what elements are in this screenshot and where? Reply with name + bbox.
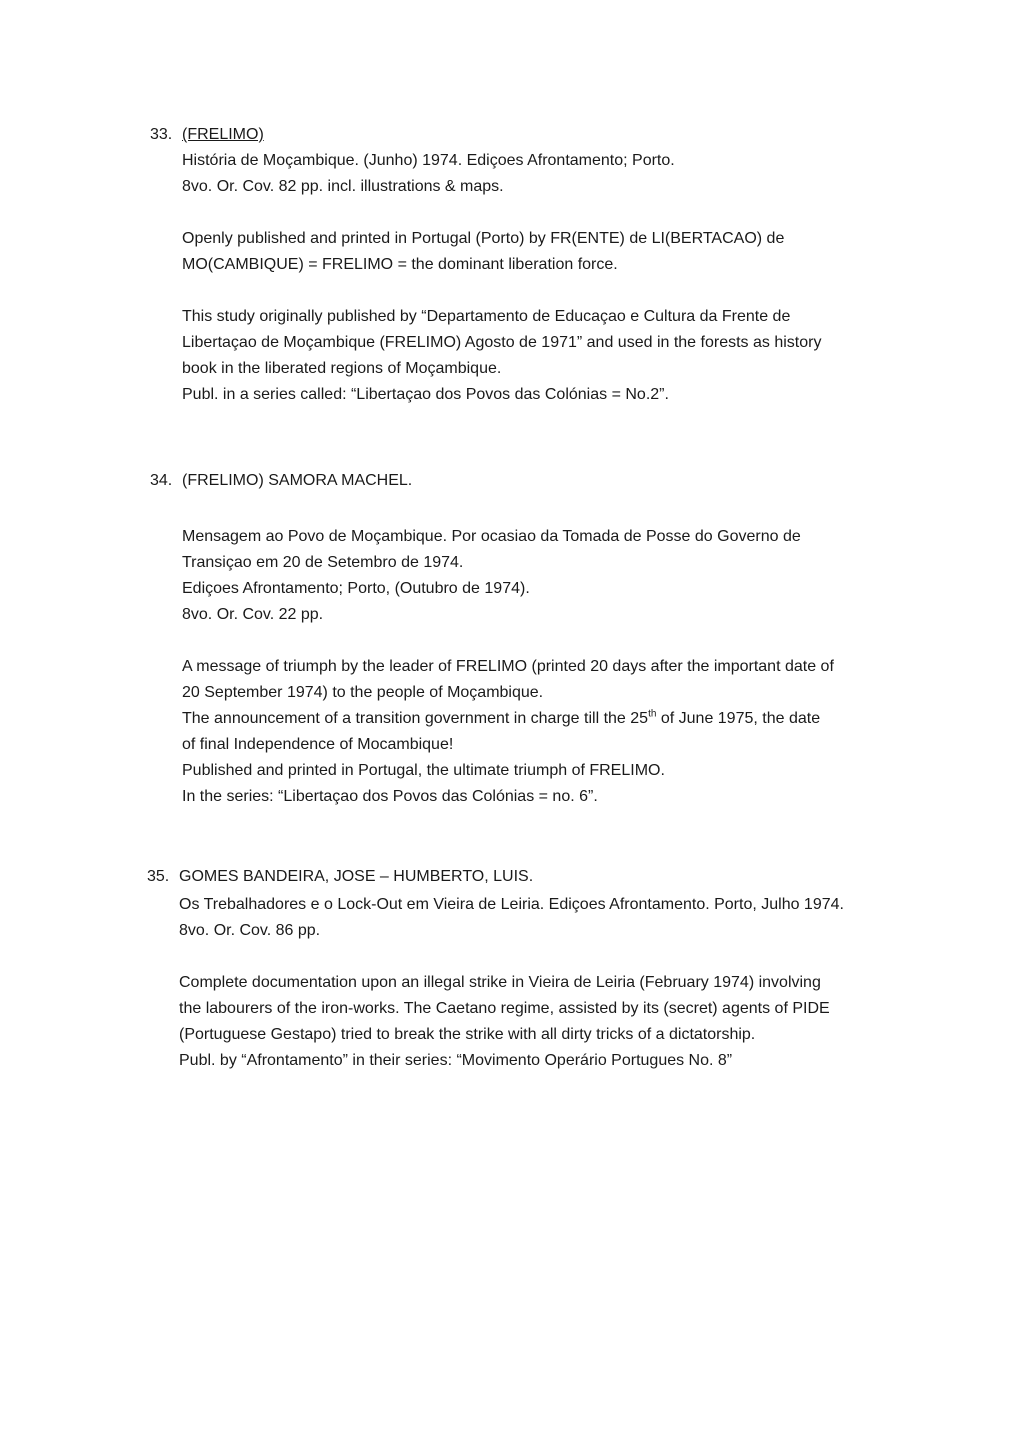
entry-heading (147, 864, 907, 890)
description-line: Publ. by “Afrontamento” in their series: “Movimento Operário Portugues No. 8” (179, 1052, 733, 1069)
entry-heading (150, 468, 910, 494)
entry-body (182, 148, 912, 408)
entry-author: (FRELIMO) (182, 126, 264, 143)
biblio-line: História de Moçambique. (Junho) 1974. Ediçoes Afrontamento; Porto. (182, 152, 675, 169)
entry-number: 33. (150, 126, 173, 143)
entry-number: 34. (150, 472, 173, 489)
catalogue-entry-35 (147, 864, 907, 1069)
entry-body (179, 892, 909, 1074)
entry-author: GOMES BANDEIRA, JOSE – HUMBERTO, LUIS. (179, 868, 534, 885)
description-line: the labourers of the iron-works. The Caetano regime, assisted by its (secret) agents of PIDE (179, 1000, 830, 1017)
biblio-line: Ediçoes Afrontamento; Porto, (Outubro de 1974). (182, 580, 530, 597)
biblio-line: 8vo. Or. Cov. 86 pp. (179, 922, 321, 939)
description-line: of final Independence of Mocambique! (182, 736, 454, 753)
description-line: (Portuguese Gestapo) tried to break the strike with all dirty tricks of a dictatorship. (179, 1026, 756, 1043)
entry-heading (150, 122, 910, 148)
ordinal-suffix: th (648, 708, 657, 720)
description-line (182, 706, 912, 732)
description-line: A message of triumph by the leader of FRELIMO (printed 20 days after the important date of (182, 658, 834, 675)
description-text: of June 1975, the date (656, 710, 821, 727)
description-line: This study originally published by “Departamento de Educaçao e Cultura da Frente de (182, 308, 791, 325)
description-line: Openly published and printed in Portugal (Porto) by FR(ENTE) de LI(BERTACAO) de (182, 230, 785, 247)
description-line: MO(CAMBIQUE) = FRELIMO = the dominant liberation force. (182, 256, 618, 273)
entry-author: (FRELIMO) SAMORA MACHEL. (182, 472, 413, 489)
description-line: Complete documentation upon an illegal strike in Vieira de Leiria (February 1974) involving (179, 974, 821, 991)
entry-body (182, 524, 912, 810)
biblio-line: Transiçao em 20 de Setembro de 1974. (182, 554, 464, 571)
biblio-line: Mensagem ao Povo de Moçambique. Por ocasiao da Tomada de Posse do Governo de (182, 528, 801, 545)
description-line: book in the liberated regions of Moçambique. (182, 360, 502, 377)
catalogue-entry-34 (150, 468, 910, 805)
description-line: Publ. in a series called: “Libertaçao dos Povos das Colónias = No.2”. (182, 386, 669, 403)
description-line: Published and printed in Portugal, the ultimate triumph of FRELIMO. (182, 762, 665, 779)
biblio-line: 8vo. Or. Cov. 82 pp. incl. illustrations & maps. (182, 178, 504, 195)
description-line: 20 September 1974) to the people of Moçambique. (182, 684, 544, 701)
description-line: Libertaçao de Moçambique (FRELIMO) Agosto de 1971” and used in the forests as history (182, 334, 822, 351)
biblio-line: 8vo. Or. Cov. 22 pp. (182, 606, 324, 623)
biblio-line: Os Trebalhadores e o Lock-Out em Vieira de Leiria. Ediçoes Afrontamento. Porto, Julho 1974. (179, 896, 844, 913)
catalogue-entry-33 (150, 122, 910, 403)
description-text: The announcement of a transition government in charge till the 25 (182, 710, 649, 727)
description-line: In the series: “Libertaçao dos Povos das Colónias = no. 6”. (182, 788, 598, 805)
entry-number: 35. (147, 868, 170, 885)
